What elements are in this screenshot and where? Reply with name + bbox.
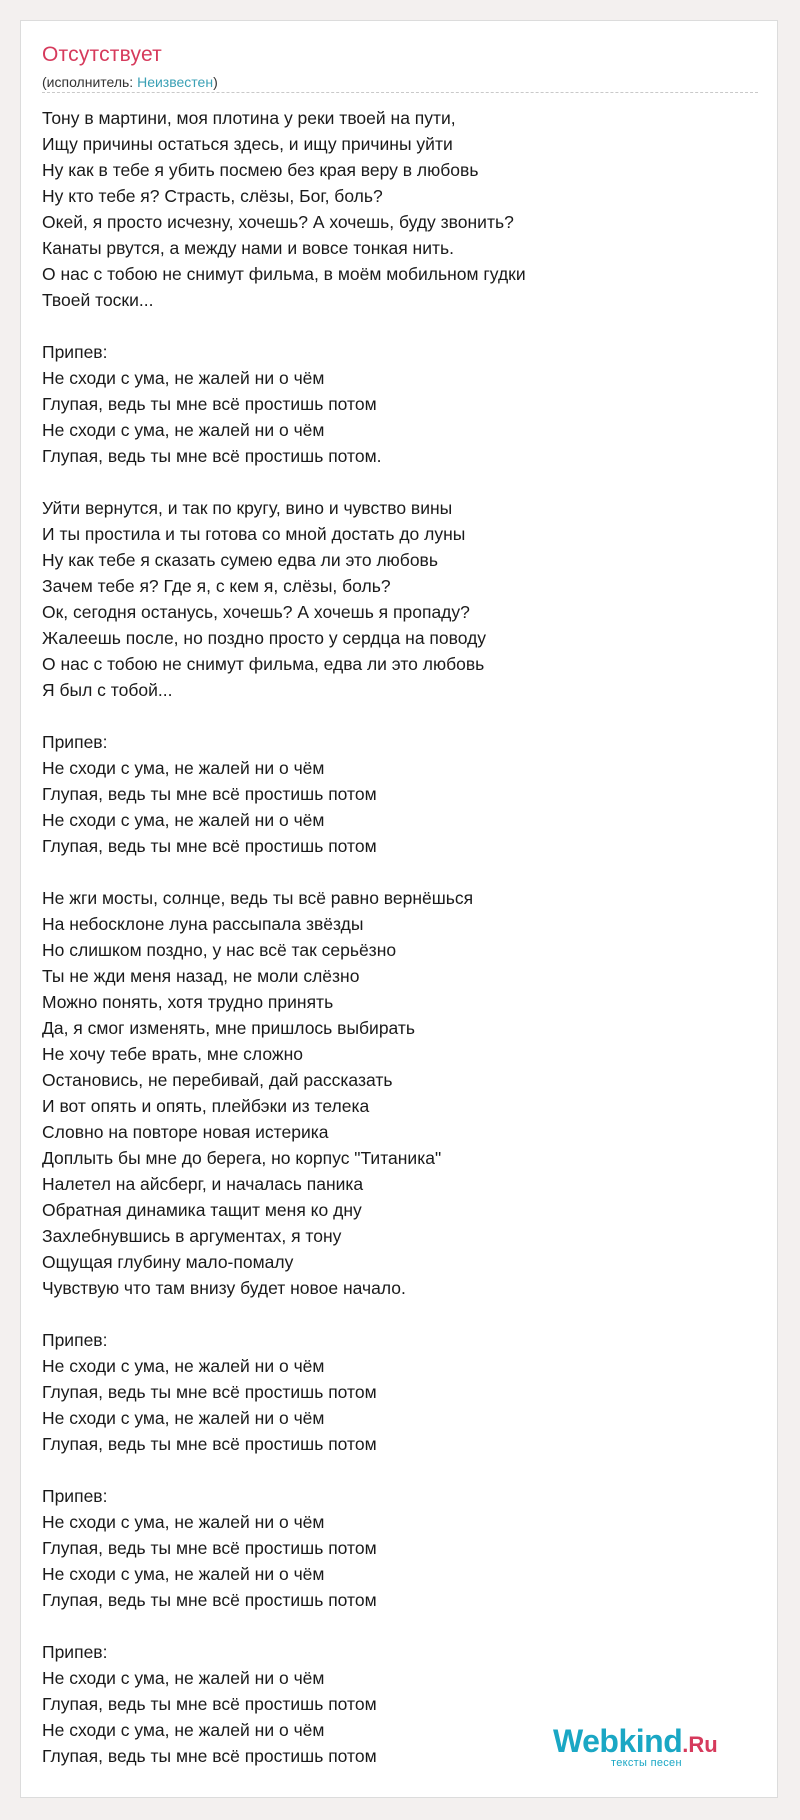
lyric-line: Не сходи с ума, не жалей ни о чём — [42, 810, 325, 830]
lyric-line: Зачем тебе я? Где я, с кем я, слёзы, боль? — [42, 576, 391, 596]
lyric-line: Глупая, ведь ты мне всё простишь потом — [42, 836, 377, 856]
lyric-line: Жалеешь после, но поздно просто у сердца на поводу — [42, 628, 487, 648]
lyric-line: Твоей тоски... — [42, 290, 154, 310]
lyric-line: Захлебнувшись в аргументах, я тону — [42, 1226, 342, 1246]
lyric-line: Ощущая глубину мало-помалу — [42, 1252, 294, 1272]
lyric-line: Глупая, ведь ты мне всё простишь потом — [42, 1434, 377, 1454]
lyric-line: Я был с тобой... — [42, 680, 173, 700]
lyric-line: О нас с тобою не снимут фильма, в моём мобильном гудки — [42, 264, 526, 284]
lyric-line: Глупая, ведь ты мне всё простишь потом — [42, 1694, 377, 1714]
lyric-line: Ты не жди меня назад, не моли слёзно — [42, 966, 360, 986]
stanza-gap — [42, 859, 758, 885]
stanza-gap — [42, 313, 758, 339]
lyric-line: Не сходи с ума, не жалей ни о чём — [42, 1720, 325, 1740]
stanza-gap — [42, 1301, 758, 1327]
stanza-gap — [42, 1457, 758, 1483]
lyric-line: Остановись, не перебивай, дай рассказать — [42, 1070, 393, 1090]
lyric-line: Глупая, ведь ты мне всё простишь потом. — [42, 446, 382, 466]
site-logo[interactable] — [553, 1723, 749, 1773]
lyric-line: Припев: — [42, 1330, 108, 1350]
lyric-line: Припев: — [42, 342, 108, 362]
lyric-line: Налетел на айсберг, и началась паника — [42, 1174, 364, 1194]
song-title: Отсутствует — [42, 43, 162, 66]
lyric-line: Ищу причины остаться здесь, и ищу причины уйти — [42, 134, 453, 154]
stanza-gap — [42, 469, 758, 495]
lyric-line: Не сходи с ума, не жалей ни о чём — [42, 1408, 325, 1428]
logo-tld: .Ru — [682, 1732, 718, 1757]
lyric-line: На небосклоне луна рассыпала звёзды — [42, 914, 364, 934]
lyric-line: Окей, я просто исчезну, хочешь? А хочешь, буду звонить? — [42, 212, 514, 232]
lyric-line: Ну как тебе я сказать сумею едва ли это любовь — [42, 550, 438, 570]
lyric-line: Обратная динамика тащит меня ко дну — [42, 1200, 362, 1220]
lyric-line: Ок, сегодня останусь, хочешь? А хочешь я пропаду? — [42, 602, 470, 622]
lyric-line: Глупая, ведь ты мне всё простишь потом — [42, 1382, 377, 1402]
artist-prefix: (исполнитель: — [42, 74, 138, 90]
lyric-line: Припев: — [42, 1486, 108, 1506]
lyric-line: Не сходи с ума, не жалей ни о чём — [42, 368, 325, 388]
title-divider — [42, 92, 758, 93]
stanza-gap — [42, 703, 758, 729]
lyric-line: Канаты рвутся, а между нами и вовсе тонкая нить. — [42, 238, 454, 258]
lyric-line: Припев: — [42, 1642, 108, 1662]
lyric-line: Не хочу тебе врать, мне сложно — [42, 1044, 303, 1064]
lyric-line: И вот опять и опять, плейбэки из телека — [42, 1096, 370, 1116]
lyric-line: Чувствую что там внизу будет новое начало. — [42, 1278, 406, 1298]
lyric-line: Не сходи с ума, не жалей ни о чём — [42, 758, 325, 778]
lyric-line: Глупая, ведь ты мне всё простишь потом — [42, 394, 377, 414]
logo-tagline: тексты песен — [611, 1757, 682, 1769]
lyric-line: Не сходи с ума, не жалей ни о чём — [42, 1512, 325, 1532]
artist-link[interactable]: Неизвестен — [137, 74, 214, 90]
lyric-line: Не сходи с ума, не жалей ни о чём — [42, 1668, 325, 1688]
lyric-line: Доплыть бы мне до берега, но корпус "Титаника" — [42, 1148, 442, 1168]
artist-line — [42, 73, 218, 91]
artist-suffix: ) — [213, 74, 218, 90]
lyric-line: Словно на повторе новая истерика — [42, 1122, 329, 1142]
lyric-line: Можно понять, хотя трудно принять — [42, 992, 334, 1012]
lyric-line: Не сходи с ума, не жалей ни о чём — [42, 1564, 325, 1584]
lyric-line: Не сходи с ума, не жалей ни о чём — [42, 1356, 325, 1376]
lyric-line: Но слишком поздно, у нас всё так серьёзно — [42, 940, 397, 960]
lyric-line: О нас с тобою не снимут фильма, едва ли это любовь — [42, 654, 485, 674]
lyric-line: Глупая, ведь ты мне всё простишь потом — [42, 1590, 377, 1610]
lyrics-card — [20, 20, 778, 1798]
lyric-line: Да, я смог изменять, мне пришлось выбирать — [42, 1018, 416, 1038]
lyric-line: И ты простила и ты готова со мной достать до луны — [42, 524, 466, 544]
lyric-line: Не жги мосты, солнце, ведь ты всё равно вернёшься — [42, 888, 474, 908]
lyric-line: Ну кто тебе я? Страсть, слёзы, Бог, боль? — [42, 186, 383, 206]
lyric-line: Глупая, ведь ты мне всё простишь потом — [42, 1538, 377, 1558]
lyric-line: Ну как в тебе я убить посмею без края веру в любовь — [42, 160, 479, 180]
logo-name: Webkind — [553, 1723, 683, 1759]
lyric-line: Тону в мартини, моя плотина у реки твоей на пути, — [42, 108, 456, 128]
lyric-line: Уйти вернутся, и так по кругу, вино и чувство вины — [42, 498, 453, 518]
lyric-line: Глупая, ведь ты мне всё простишь потом — [42, 784, 377, 804]
lyric-line: Не сходи с ума, не жалей ни о чём — [42, 420, 325, 440]
lyric-line: Припев: — [42, 732, 108, 752]
lyrics-body — [42, 105, 758, 1769]
lyric-line: Глупая, ведь ты мне всё простишь потом — [42, 1746, 377, 1766]
stanza-gap — [42, 1613, 758, 1639]
